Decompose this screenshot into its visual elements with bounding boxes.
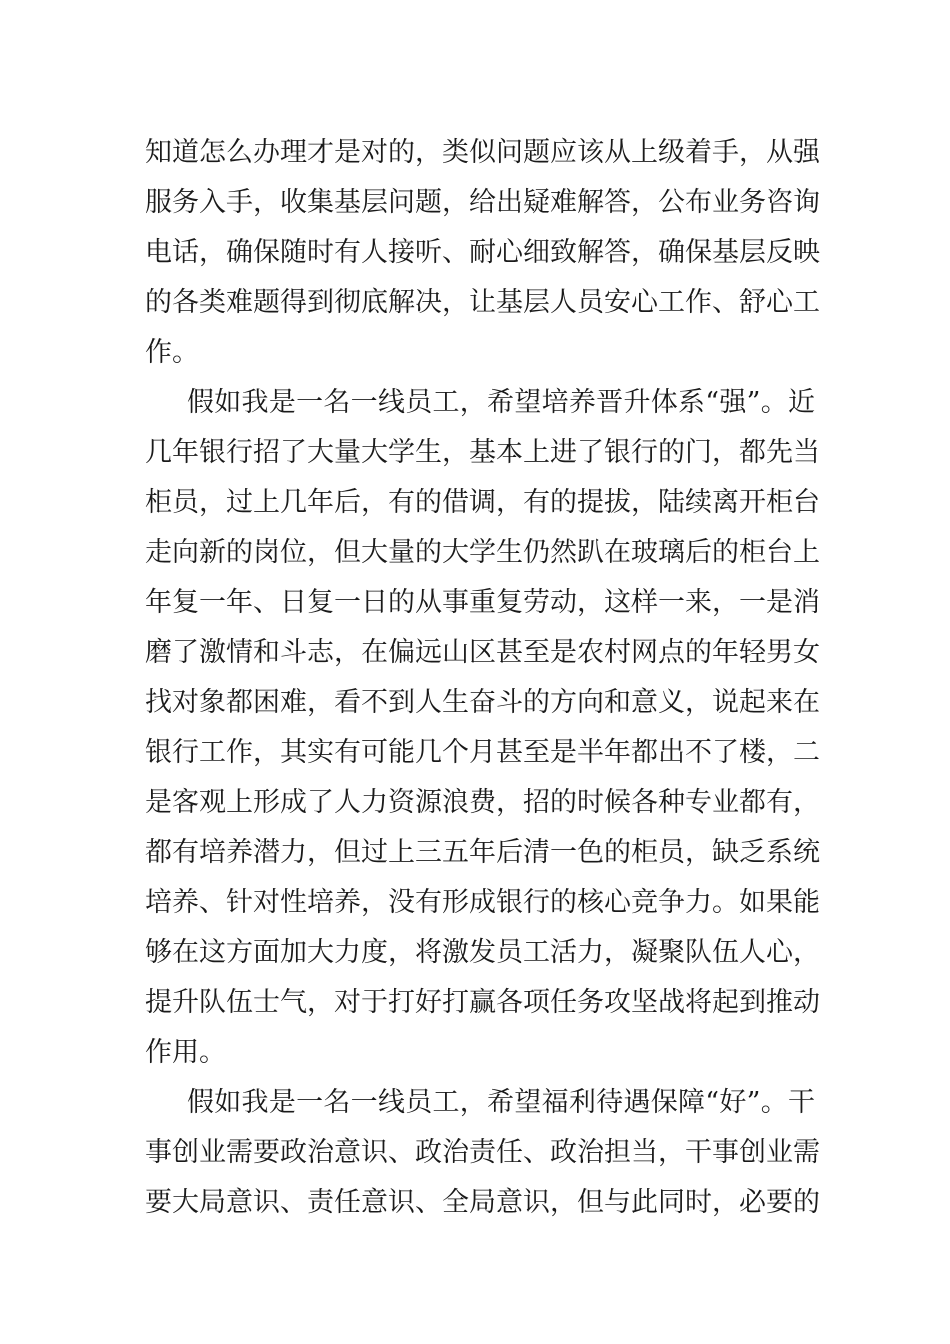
text-line: 电话，确保随时有人接听、耐心细致解答，确保基层反映 (145, 237, 820, 268)
text-line: 要大局意识、责任意识、全局意识，但与此同时，必要的 (145, 1187, 820, 1218)
paragraph-start-line: 假如我是一名一线员工，希望福利待遇保障“好”。干 (187, 1087, 815, 1118)
text-line: 磨了激情和斗志，在偏远山区甚至是农村网点的年轻男女 (145, 637, 820, 668)
text-line: 的各类难题得到彻底解决，让基层人员安心工作、舒心工 (145, 287, 820, 318)
text-line: 走向新的岗位，但大量的大学生仍然趴在玻璃后的柜台上 (145, 537, 820, 568)
text-line: 提升队伍士气，对于打好打赢各项任务攻坚战将起到推动 (145, 987, 820, 1018)
text-line: 培养、针对性培养，没有形成银行的核心竞争力。如果能 (145, 887, 820, 918)
text-line: 知道怎么办理才是对的，类似问题应该从上级着手，从强 (145, 137, 820, 168)
text-line: 够在这方面加大力度，将激发员工活力，凝聚队伍人心， (145, 937, 820, 968)
text-line: 找对象都困难，看不到人生奋斗的方向和意义，说起来在 (145, 687, 820, 718)
text-line: 柜员，过上几年后，有的借调，有的提拔，陆续离开柜台 (145, 487, 820, 518)
text-line: 几年银行招了大量大学生，基本上进了银行的门，都先当 (145, 437, 820, 468)
text-line: 作。 (145, 337, 199, 368)
text-line: 都有培养潜力，但过上三五年后清一色的柜员，缺乏系统 (145, 837, 820, 868)
text-line: 年复一年、日复一日的从事重复劳动，这样一来，一是消 (145, 587, 820, 618)
text-line: 作用。 (145, 1037, 226, 1068)
text-line: 是客观上形成了人力资源浪费，招的时候各种专业都有， (145, 787, 820, 818)
document-body (145, 128, 820, 1228)
text-line: 事创业需要政治意识、政治责任、政治担当，干事创业需 (145, 1137, 820, 1168)
paragraph-start-line: 假如我是一名一线员工，希望培养晋升体系“强”。近 (187, 387, 815, 418)
text-line: 服务入手，收集基层问题，给出疑难解答，公布业务咨询 (145, 187, 820, 218)
text-line: 银行工作，其实有可能几个月甚至是半年都出不了楼，二 (145, 737, 820, 768)
